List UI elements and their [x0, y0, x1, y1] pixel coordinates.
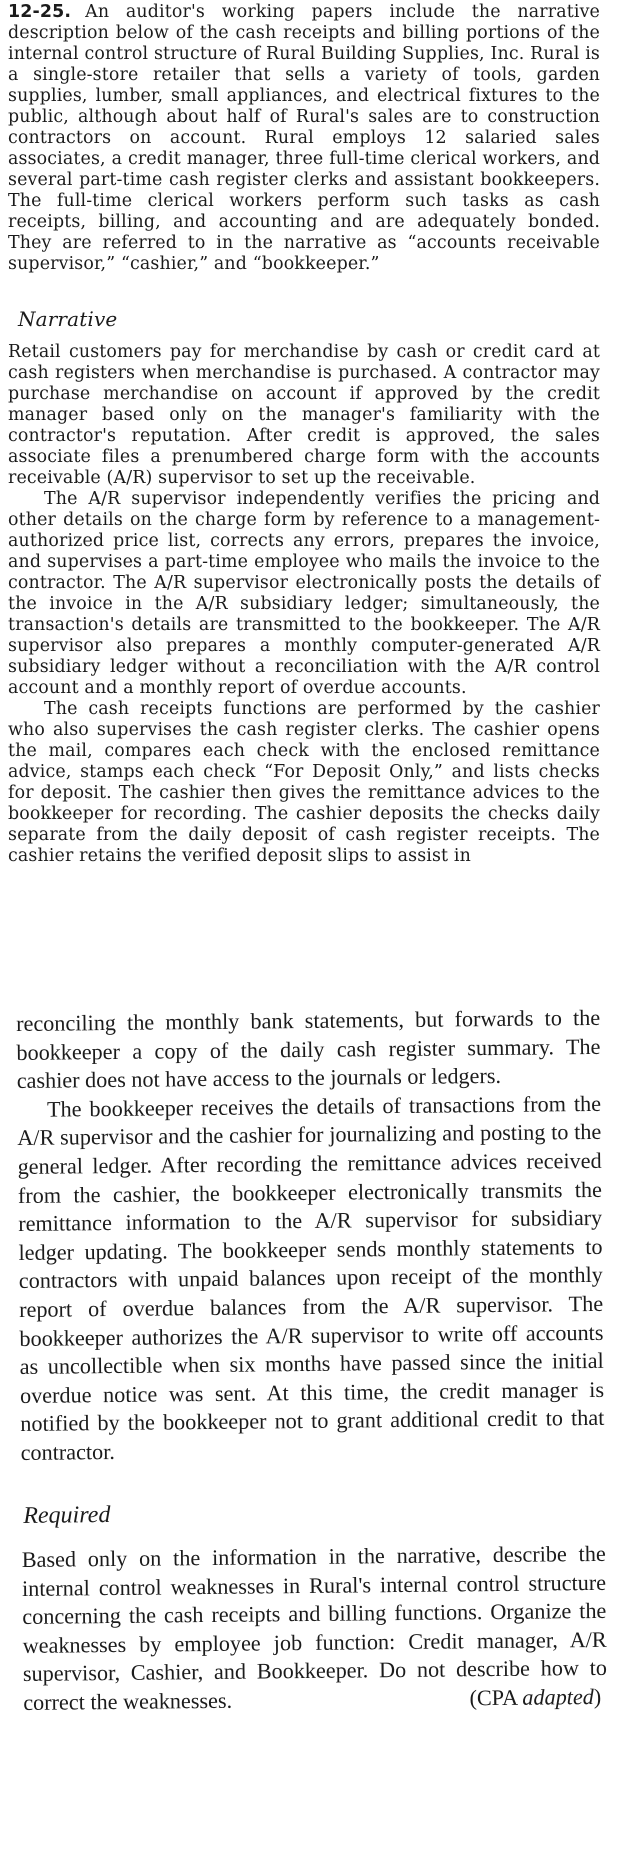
problem-intro-text: An auditor's working papers include the narrative description below of the cash receipts and billing portions of the internal control structure of Rural Building Supplies, Inc. Rural is a single-store retailer that sells a variety of tools, garden supplies, lumber, small appliances, and electrical fixtures to the public, although about half of Rural's sales are to construction contractors on account. Rural employs 12 salaried sales associates, a credit manager, three full-time clerical workers, and several part-time cash register clerks and assistant bookkeepers. The full-time clerical workers perform such tasks as cash receipts, billing, and accounting and are adequately bonded. They are referred to in the narrative as “accounts receivable supervisor,” “cashier,” and “bookkeeper.” — [8, 2, 600, 274]
required-text-paragraph — [22, 1540, 608, 1718]
narrative-paragraph-3: The cash receipts functions are performed by the cashier who also supervises the cash register clerks. The cashier opens the mail, compares each check with the enclosed remittance advice, stamps each check “For Deposit Only,” and lists checks for deposit. The cashier then gives the remittance advices to the bookkeeper for recording. The cashier deposits the checks daily separate from the daily deposit of cash register receipts. The cashier retains the verified deposit slips to assist in — [8, 699, 600, 866]
narrative-heading: Narrative — [18, 307, 118, 331]
narrative-paragraph-2: The A/R supervisor independently verifies the pricing and other details on the charge form by reference to a management-authorized price list, corrects any errors, prepares the invoice, and supervises a part-time employee who mails the invoice to the contractor. The A/R supervisor electronically posts the details of the invoice in the A/R subsidiary ledger; simultaneously, the transaction's details are transmitted to the bookkeeper. The A/R supervisor also prepares a monthly computer-generated A/R subsidiary ledger without a reconciliation with the A/R control account and a monthly report of overdue accounts. — [8, 489, 600, 698]
required-heading: Required — [23, 1501, 111, 1529]
upper-text-block — [8, 2, 600, 867]
narrative-paragraph-3-continued: reconciling the monthly bank statements, but forwards to the bookkeeper a copy of the daily cash register summary. The cashier does not have access to the journals or ledgers. — [16, 1004, 601, 1094]
source-citation: (CPA adapted) — [469, 1683, 602, 1711]
narrative-paragraph-4: The bookkeeper receives the details of transactions from the A/R supervisor and the cashier for journalizing and posting to the general ledger. After recording the remittance advices received from the cashier, the bookkeeper electronically transmits the remittance information to the A/R supervisor for subsidiary ledger updating. The bookkeeper sends monthly statements to contractors with unpaid balances upon receipt of the monthly report of overdue balances from the A/R supervisor. The bookkeeper authorizes the A/R supervisor to write off accounts as uncollectible when six months have passed since the initial overdue notice was sent. At this time, the credit manager is notified by the bookkeeper not to grant additional credit to that contractor. — [17, 1090, 605, 1465]
required-text: Based only on the information in the narrative, describe the internal control weaknesses in Rural's internal control structure concerning the cash receipts and billing functions. Organize the weaknesses by employee job function: Credit manager, A/R supervisor, Cashier, and Bookkeeper. Do not describe how to correct the weaknesses. — [21, 1540, 608, 1716]
problem-intro — [8, 2, 600, 275]
problem-number: 12-25. — [8, 2, 72, 22]
narrative-paragraph-1: Retail customers pay for merchandise by cash or credit card at cash registers when merchandise is purchased. A contractor may purchase merchandise on account if approved by the credit manager based only on the manager's familiarity with the contractor's reputation. After credit is approved, the sales associate files a prenumbered charge form with the accounts receivable (A/R) supervisor to set up the receivable. — [8, 342, 600, 488]
lower-text-block — [16, 1004, 607, 1718]
